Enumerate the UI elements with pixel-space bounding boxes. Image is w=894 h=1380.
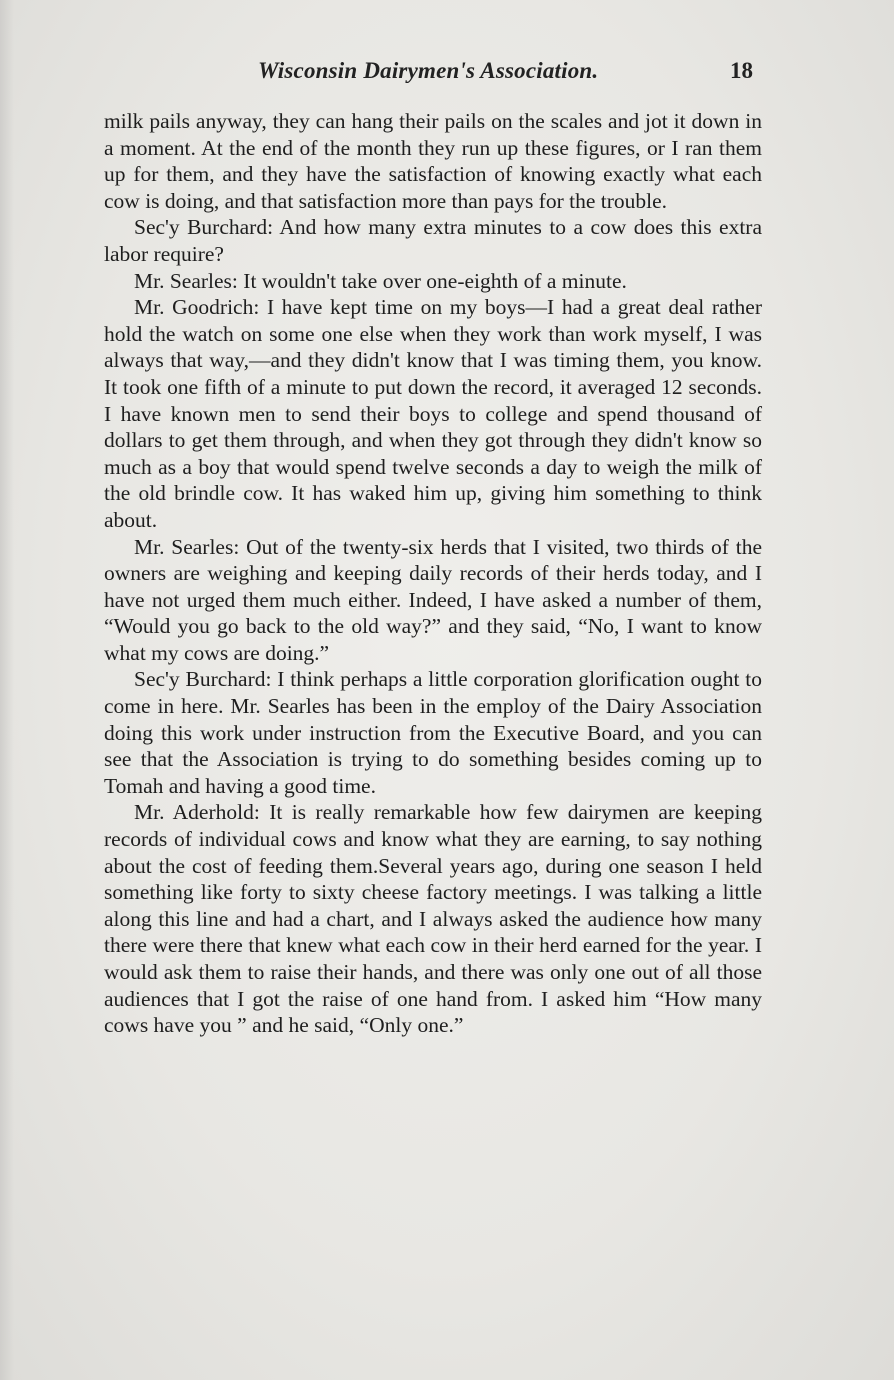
paragraph-text: I have kept time on my boys—I had a great deal rather hold the watch on some one else when they work than work myself, I was always that way,—and they didn't know that I was timing them, you know. It took one fifth of a minute to put down the record, it averaged 12 seconds. I have known men to send their boys to college and spend thousand of dollars to get them through, and when they got through they didn't know so much as a boy that would spend twelve seconds a day to weigh the milk of the old brindle cow. It has waked him up, giving him something to think about.: [104, 295, 762, 532]
page-header: [0, 58, 894, 98]
paragraph-searles-herds: [104, 534, 762, 667]
paragraph-text: It wouldn't take over one-eighth of a minute.: [237, 268, 627, 293]
paragraph-aderhold: [104, 799, 762, 1038]
page-number: 18: [730, 58, 753, 83]
paragraph-text: I think perhaps a little corporation glorification ought to come in here. Mr. Searles has been in the employ of the Dairy Association doing this work under instruction from the Executive Board, and you can see that the Association is trying to do something besides coming up to Tomah and having a good time.: [104, 667, 762, 798]
speaker-name: Mr. Searles:: [134, 534, 240, 559]
body-text: [104, 108, 762, 1039]
page-edge-shadow: [0, 0, 14, 1380]
speaker-name: Mr. Goodrich:: [134, 295, 260, 320]
paragraph-text: milk pails anyway, they can hang their pails on the scales and jot it down in a moment. At the end of the month they run up these figures, or I ran them up for them, and they have the satisfaction of knowing exactly what each cow is doing, and that satisfaction more than pays for the trouble.: [104, 109, 762, 213]
paragraph-text: It is really remarkable how few dairymen are keeping records of individual cows and know what they are earning, to say nothing about the cost of feeding them.Several years ago, during one season I held something like forty to sixty cheese factory meetings. I was talking a little along this line and had a chart, and I always asked the audience how many there were there that knew what each cow in their herd earned for the year. I would ask them to raise their hands, and there was only one out of all those audiences that I got the raise of one hand from. I asked him “How many cows have you ” and he said, “Only one.”: [104, 800, 762, 1038]
speaker-name: Mr. Aderhold:: [134, 800, 260, 825]
paragraph-burchard-glorification: [104, 666, 762, 799]
paragraph-searles-answer: [104, 268, 762, 295]
paragraph-text: Out of the twenty-six herds that I visited, two thirds of the owners are weighing and keeping daily records of their herds today, and I have not urged them much either. Indeed, I have asked a number of them, “Would you go back to the old way?” and they said, “No, I want to know what my cows are doing.”: [104, 534, 762, 665]
running-title: Wisconsin Dairymen's Association.: [258, 58, 599, 83]
speaker-name: Mr. Searles:: [134, 268, 238, 293]
paragraph-text: And how many extra minutes to a cow does this extra labor require?: [104, 215, 762, 266]
paragraph-continuation: [104, 108, 762, 214]
speaker-name: Sec'y Burchard:: [134, 215, 274, 240]
speaker-name: Sec'y Burchard:: [134, 667, 272, 692]
paragraph-goodrich: [104, 294, 762, 533]
paragraph-burchard-question: [104, 214, 762, 267]
